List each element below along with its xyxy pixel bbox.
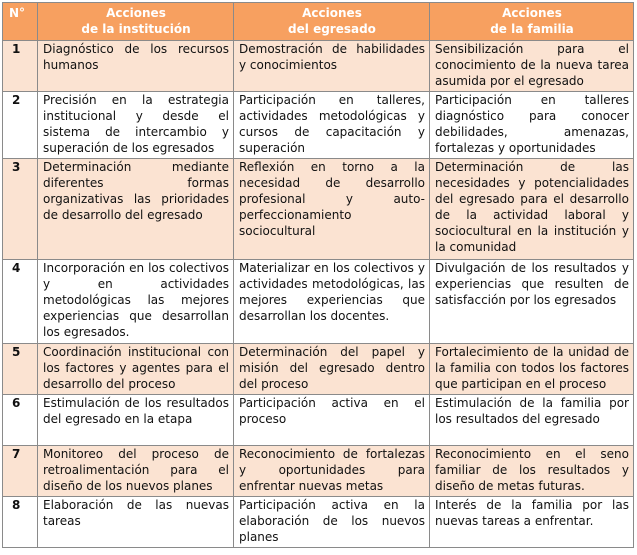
institution-action: Monitoreo del proceso de retroalimentación para el diseño de los nuevos planes [38,446,234,497]
family-action: Interés de la familia por las nuevas tareas a enfrentar. [430,497,634,548]
family-action: Reconocimiento en el seno familiar de los resultados y diseño de metas futuras. [430,446,634,497]
table-row [3,92,634,159]
header-family [430,3,634,41]
row-number: 6 [3,395,38,446]
row-number: 5 [3,344,38,395]
family-action: Sensibilización para el conocimiento de la nueva tarea asumida por el egresado [430,41,634,92]
institution-action: Estimulación de los resultados del egresado en la etapa [38,395,234,446]
graduate-action: Reflexión en torno a la necesidad de desarrollo profesional y auto-perfeccionamiento sociocultural [234,159,430,260]
family-action: Determinación de las necesidades y potencialidades del egresado para el desarrollo de la actividad laboral y sociocultural en la institución y la comunidad [430,159,634,260]
institution-action: Coordinación institucional con los factores y agentes para el desarrollo del proceso [38,344,234,395]
row-number: 4 [3,260,38,344]
row-number: 2 [3,92,38,159]
institution-action: Precisión en la estrategia institucional y desde el sistema de intercambio y superación de los egresados [38,92,234,159]
table-row [3,159,634,260]
graduate-action: Demostración de habilidades y conocimientos [234,41,430,92]
institution-action: Incorporación en los colectivos y en actividades metodológicas las mejores experiencias que desarrollan los egresados. [38,260,234,344]
table-row [3,41,634,92]
family-action: Divulgación de los resultados y experiencias que resulten de satisfacción por los egresados [430,260,634,344]
family-action: Fortalecimiento de la unidad de la familia con todos los factores que participan en el proceso [430,344,634,395]
family-action: Estimulación de la familia por los resultados del egresado [430,395,634,446]
graduate-action: Participación en talleres, actividades metodológicas y cursos de capacitación y superación [234,92,430,159]
header-institution [38,3,234,41]
graduate-action: Determinación del papel y misión del egresado dentro del proceso [234,344,430,395]
table-row [3,497,634,548]
institution-action: Determinación mediante diferentes formas organizativas las prioridades de desarrollo del egresado [38,159,234,260]
table-row [3,260,634,344]
header-family-line2: de la familia [490,22,574,36]
actions-table [2,2,634,548]
graduate-action: Participación activa en el proceso [234,395,430,446]
graduate-action: Reconocimiento de fortalezas y oportunidades para enfrentar nuevas metas [234,446,430,497]
graduate-action: Participación activa en la elaboración de los nuevos planes [234,497,430,548]
institution-action: Elaboración de las nuevas tareas [38,497,234,548]
header-institution-line2: de la institución [81,22,191,36]
table-row [3,395,634,446]
header-graduate-line1: Acciones [302,6,362,20]
row-number: 3 [3,159,38,260]
table-row [3,344,634,395]
table-header-row [3,3,634,41]
header-graduate [234,3,430,41]
row-number: 1 [3,41,38,92]
row-number: 8 [3,497,38,548]
header-institution-line1: Acciones [106,6,166,20]
header-family-line1: Acciones [502,6,562,20]
header-num: N° [3,3,38,41]
table-row [3,446,634,497]
family-action: Participación en talleres diagnóstico para conocer debilidades, amenazas, fortalezas y oportunidades [430,92,634,159]
row-number: 7 [3,446,38,497]
header-graduate-line2: del egresado [288,22,376,36]
graduate-action: Materializar en los colectivos y actividades metodológicas, las mejores experiencias que desarrollan los docentes. [234,260,430,344]
institution-action: Diagnóstico de los recursos humanos [38,41,234,92]
